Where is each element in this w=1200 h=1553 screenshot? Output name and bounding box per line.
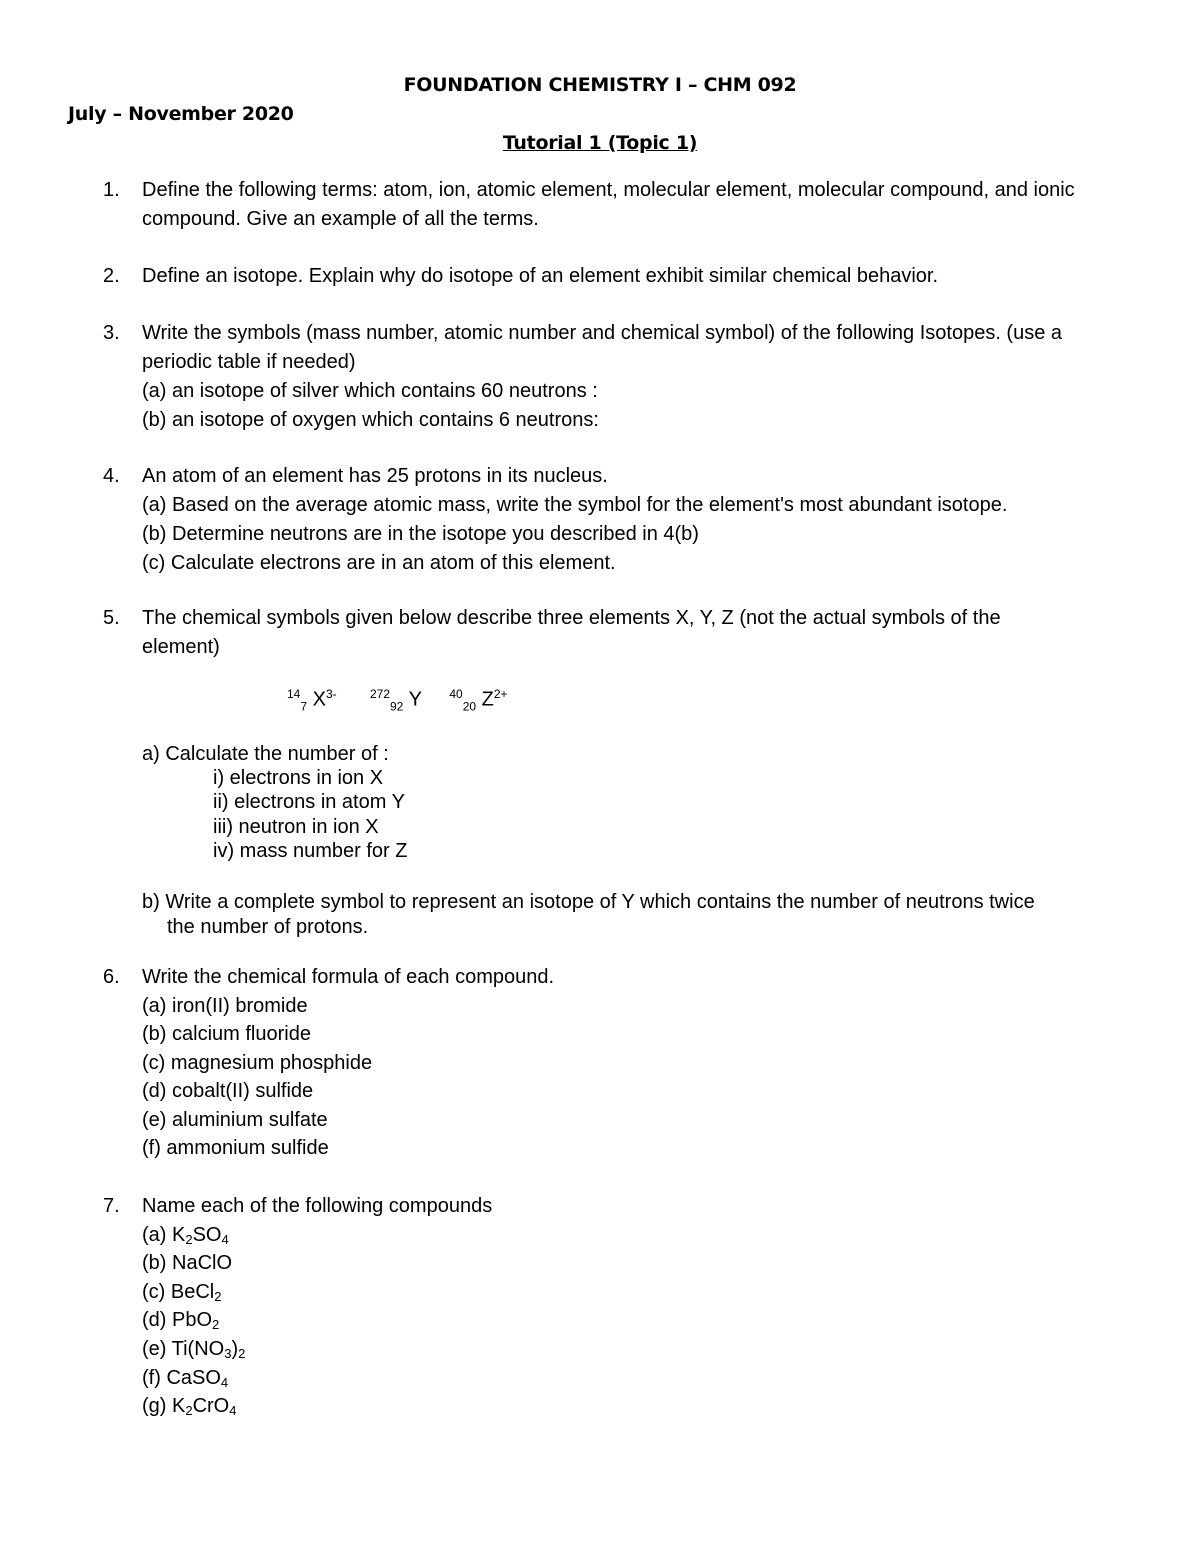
formula-subscript: 2 [238,1345,246,1361]
question-text: element) [142,636,220,658]
question-number: 1. [103,179,120,201]
list-item [142,1249,1142,1278]
question-number: 6. [103,966,120,988]
sub-question-item: iii) neutron in ion X [213,816,379,838]
formula-part: ) [231,1337,239,1360]
question-number: 5. [103,607,120,629]
question-text: The chemical symbols given below describe three elements X, Y, Z (not the actual symbols of the [142,607,1001,629]
sub-question-item: ii) electrons in atom Y [213,791,405,813]
z-charge: 2+ [493,687,508,701]
sub-question: (a) an isotope of silver which contains 60 neutrons : [142,380,598,402]
formula-part: PbO [172,1309,213,1332]
list-item: (e) aluminium sulfate [142,1108,328,1131]
formula-subscript: 2 [185,1403,193,1419]
z-atomic-number: 20 [462,699,477,714]
z-mass-number: 40 [449,687,463,701]
list-item: (d) cobalt(II) sulfide [142,1080,314,1102]
formula-subscript: 2 [185,1231,193,1247]
question-number: 7. [103,1195,120,1217]
formula-part: CrO [192,1395,230,1418]
list-item: (a) iron(II) bromide [142,994,308,1017]
item-label: (b) [142,1252,172,1275]
x-charge: 3- [325,687,337,701]
sub-question: (a) Based on the average atomic mass, write the symbol for the element's most abundant isotope. [142,494,1008,516]
document-title: FOUNDATION CHEMISTRY I – CHM 092 [403,74,797,96]
list-item [142,1306,1142,1335]
item-label: (d) [142,1309,172,1332]
question-number: 2. [103,265,120,287]
formula-subscript: 2 [214,1288,222,1304]
question-text: Write the symbols (mass number, atomic number and chemical symbol) of the following Isotopes. (use a [142,322,1063,344]
formula-part: BeCl [170,1280,215,1303]
sub-question-item: i) electrons in ion X [213,767,384,789]
item-label: (g) [142,1395,172,1418]
item-label: (e) [142,1337,172,1360]
element-symbols [287,687,508,714]
tutorial-subtitle: Tutorial 1 (Topic 1) [502,132,698,154]
y-atomic-number: 92 [390,699,404,714]
sub-question: (b) an isotope of oxygen which contains 6 neutrons: [142,409,599,431]
list-item: (f) ammonium sulfide [142,1137,329,1159]
sub-question: (c) Calculate electrons are in an atom of this element. [142,552,616,574]
formula-subscript: 4 [229,1403,237,1419]
list-item: (b) calcium fluoride [142,1023,311,1045]
formula-part: CaSO [166,1366,221,1389]
question-text: Write the chemical formula of each compound. [142,966,555,988]
question-number: 4. [103,465,120,487]
item-label: (a) [142,1223,172,1246]
question-text: An atom of an element has 25 protons in its nucleus. [142,465,608,487]
question-text: Define the following terms: atom, ion, atomic element, molecular element, molecular compound, and ionic [142,179,1075,201]
question-text: Name each of the following compounds [142,1195,493,1217]
formula-part: K [172,1395,186,1418]
sub-question-item: iv) mass number for Z [213,840,408,862]
formula-subscript: 4 [221,1231,229,1247]
formula-part: SO [192,1223,222,1246]
sub-question-heading: a) Calculate the number of : [142,743,389,765]
list-item [142,1364,1142,1393]
list-item [142,1278,1142,1307]
y-mass-number: 272 [369,687,390,701]
item-label: (f) [142,1366,167,1389]
x-mass-number: 14 [287,687,301,701]
question-text: Define an isotope. Explain why do isotope of an element exhibit similar chemical behavior. [142,265,938,287]
z-symbol: Z [481,688,494,711]
list-item [142,1392,1142,1421]
question-number: 3. [103,322,120,344]
list-item: (c) magnesium phosphide [142,1051,373,1074]
question-text: compound. Give an example of all the terms. [142,208,539,230]
term-date: July – November 2020 [68,103,294,125]
formula-subscript: 2 [212,1317,220,1333]
formula-part: Ti(NO [171,1337,225,1360]
sub-question: (b) Determine neutrons are in the isotope you described in 4(b) [142,523,699,545]
x-atomic-number: 7 [300,699,308,714]
list-item [142,1335,1142,1364]
y-symbol: Y [408,688,422,711]
item-label: (c) [142,1280,171,1303]
sub-question-heading: b) Write a complete symbol to represent an isotope of Y which contains the number of neutrons twice [142,891,1035,913]
list-item [142,1221,1142,1250]
x-symbol: X [312,688,326,711]
formula-subscript: 4 [220,1374,229,1390]
formula-part: NaClO [172,1252,233,1275]
formula-subscript: 3 [224,1345,232,1361]
formula-part: K [172,1223,186,1246]
sub-question-heading: the number of protons. [167,916,369,938]
question-text: periodic table if needed) [142,351,356,373]
